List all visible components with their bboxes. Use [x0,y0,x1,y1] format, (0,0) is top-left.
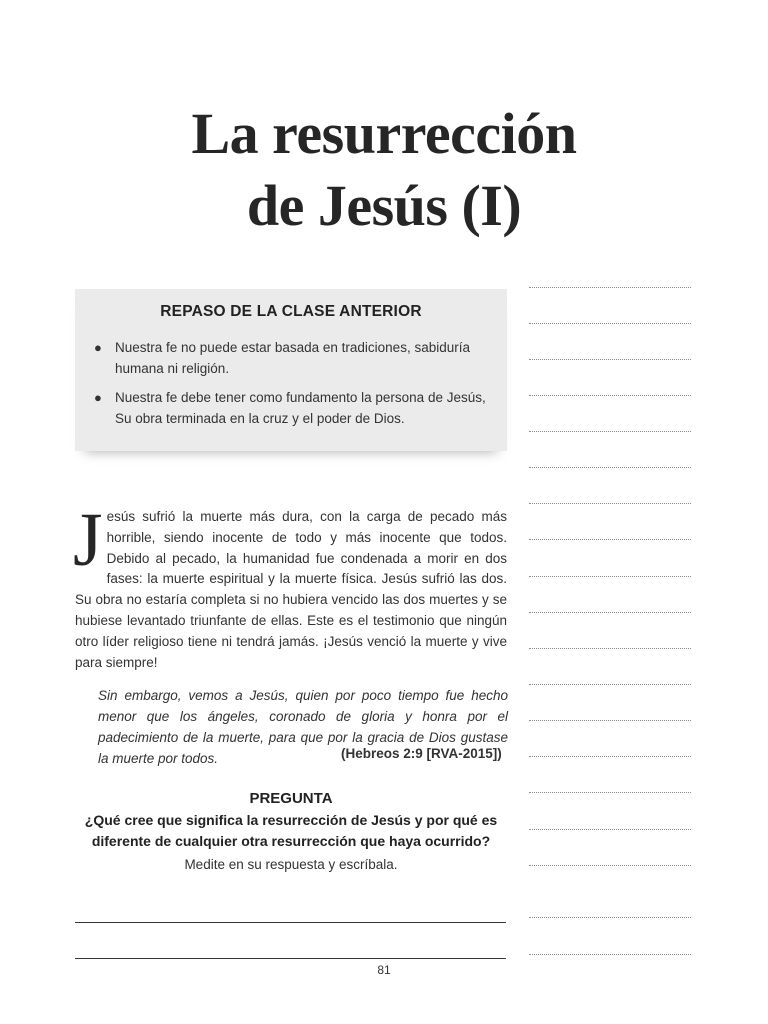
recap-item [94,337,489,379]
note-line [529,467,691,468]
recap-box [75,289,507,451]
title-line-1: La resurrección [191,101,577,166]
note-line [529,539,691,540]
note-line [529,792,691,793]
page-title [0,98,768,242]
note-line [529,576,691,577]
note-line [529,323,691,324]
note-line [529,503,691,504]
bullet-icon: ● [94,390,102,405]
recap-item [94,387,489,429]
title-line-2: de Jesús (I) [246,173,522,238]
note-line [529,684,691,685]
note-line [529,829,691,830]
recap-item-text: Nuestra fe no puede estar basada en tradiciones, sabiduría humana ni religión. [115,340,470,376]
answer-line[interactable] [75,922,506,923]
page-number: 81 [377,963,391,977]
note-line [529,720,691,721]
note-line [529,954,691,955]
note-line [529,756,691,757]
answer-line[interactable] [75,958,506,959]
bullet-icon: ● [94,340,102,355]
question-heading: PREGUNTA [249,790,333,807]
scripture-quote: Sin embargo, vemos a Jesús, quien por poco tiempo fue hecho menor que los ángeles, coronado de gloria y honra por el padecimiento de la muerte, para que por la gracia de Dios gustase la muerte por todos. [98,688,508,766]
note-line [529,917,691,918]
question-text: ¿Qué cree que significa la resurrección de Jesús y por qué es diferente de cualquier otra resurrección que haya ocurrido? [84,812,498,849]
note-line [529,431,691,432]
body-text: esús sufrió la muerte más dura, con la carga de pecado más horrible, siendo inocente de todo y más inocente que todos. Debido al pecado, la humanidad fue condenada a morir en dos fases: la muerte espiritual y la muerte física. Jesús sufrió las dos. Su obra no estaría completa si no hubiera vencido las dos muertes y se hubiese levantado triunfante de ellas. Este es el testimonio que ningún otro líder religioso tiene ni tendrá jamás. ¡Jesús venció la muerte y vive para siempre! [75,509,507,670]
drop-cap: J [73,498,103,582]
scripture-reference: (Hebreos 2:9 [RVA-2015]) [341,746,502,761]
body-paragraph [73,498,507,673]
recap-item-text: Nuestra fe debe tener como fundamento la persona de Jesús, Su obra terminada en la cruz y el poder de Dios. [115,390,486,426]
question-instruction: Medite en su respuesta y escríbala. [184,857,398,872]
recap-heading: REPASO DE LA CLASE ANTERIOR [160,303,422,320]
note-line [529,287,691,288]
note-line [529,865,691,866]
note-line [529,359,691,360]
note-line [529,648,691,649]
note-line [529,612,691,613]
note-line [529,395,691,396]
